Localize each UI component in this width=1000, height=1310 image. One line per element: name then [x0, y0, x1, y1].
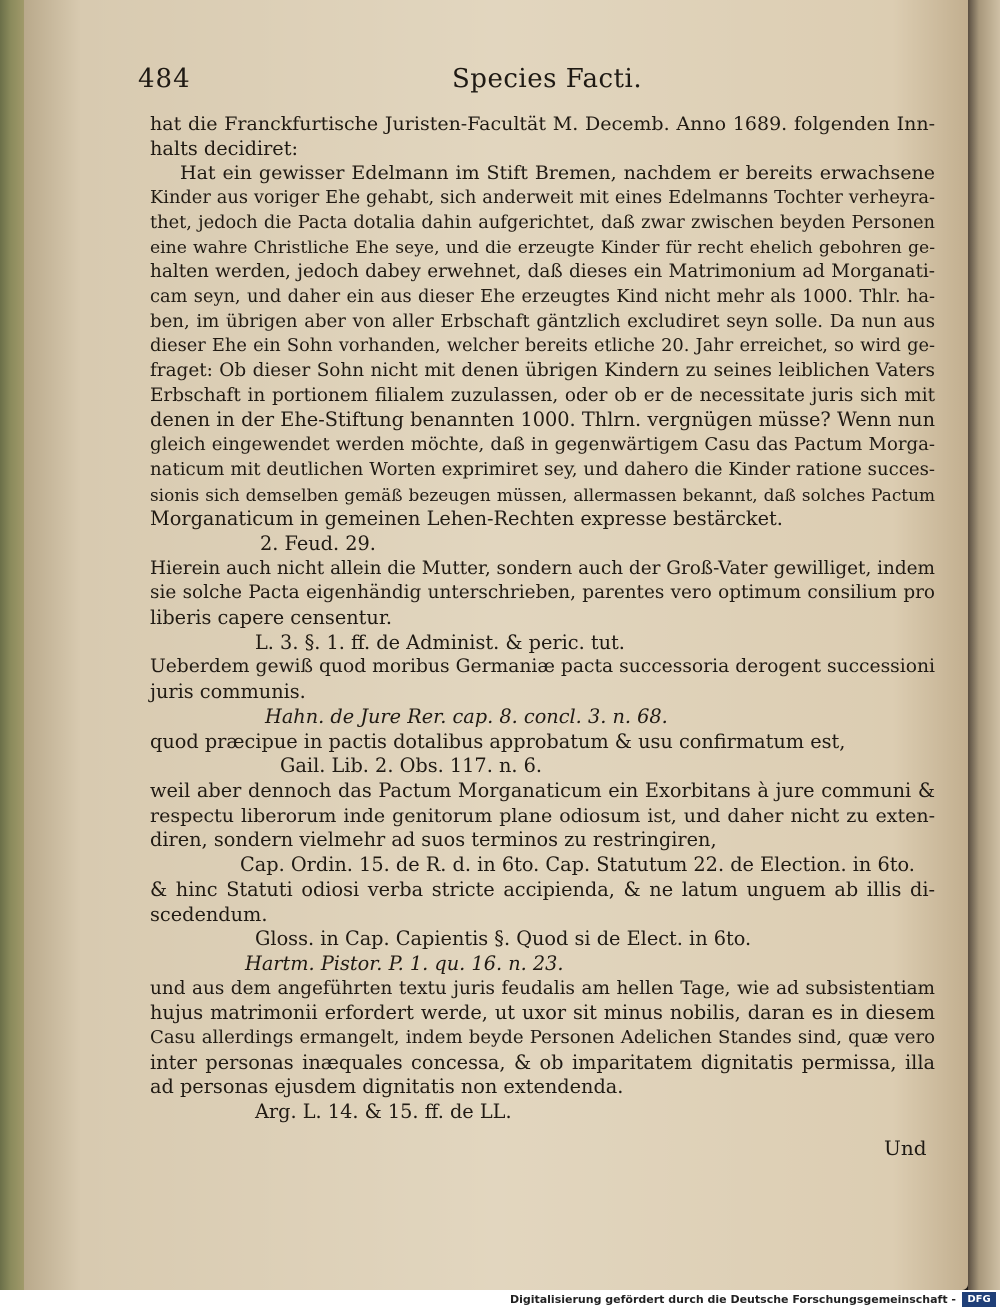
text-line: hat die Franckfurtische Juristen-Facultät M. Decemb. Anno 1689. folgenden Inn- — [150, 113, 935, 135]
text-line: quod præcipue in pactis dotalibus approbatum & usu confirmatum est, — [150, 729, 846, 753]
book-fore-edge — [0, 0, 26, 1290]
text-line: respectu liberorum inde genitorum plane odiosum ist, und daher nicht zu exten- — [150, 804, 935, 827]
text-line: naticum mit deutlichen Worten exprimiret sey, und dahero die Kinder ratione succes- — [150, 458, 935, 480]
text-line: diren, sondern vielmehr ad suos terminos zu restringiren, — [150, 828, 717, 852]
text-line: Morganaticum in gemeinen Lehen-Rechten expresse bestärcket. — [150, 507, 783, 531]
body-text — [150, 112, 935, 1125]
text-line: eine wahre Christliche Ehe seye, und die erzeugte Kinder für recht ehelich gebohren ge- — [150, 237, 935, 258]
citation-line: 2. Feud. 29. — [260, 531, 376, 555]
citation-line: Cap. Ordin. 15. de R. d. in 6to. Cap. Statutum 22. de Election. in 6to. — [240, 853, 915, 877]
text-line: ben, im übrigen aber von aller Erbschaft gäntzlich excludiret seyn solle. Da nun aus — [150, 310, 935, 332]
digitization-credit: Digitalisierung gefördert durch die Deutsche Forschungsgemeinschaft - — [509, 1293, 956, 1306]
text-line: & hinc Statuti odiosi verba stricte accipienda, & ne latum unguem ab illis di- — [150, 877, 935, 901]
text-line: und aus dem angeführten textu juris feudalis am hellen Tage, wie ad subsistentiam — [150, 977, 935, 999]
text-line: sie solche Pacta eigenhändig unterschrieben, parentes vero optimum consilium pro — [150, 582, 935, 604]
text-line: scedendum. — [150, 902, 268, 926]
citation-line: Arg. L. 14. & 15. ff. de LL. — [255, 1100, 512, 1124]
text-line: sionis sich demselben gemäß bezeugen müssen, allermassen bekannt, daß solches Pactum — [150, 484, 935, 505]
text-line: thet, jedoch die Pacta dotalia dahin aufgerichtet, daß zwar zwischen beyden Personen — [150, 211, 935, 233]
text-line: denen in der Ehe-Stiftung benannten 1000. Thlrn. vergnügen müsse? Wenn nun — [150, 408, 935, 432]
citation-line: Hartm. Pistor. P. 1. qu. 16. n. 23. — [245, 951, 564, 975]
citation-line: Hahn. de Jure Rer. cap. 8. concl. 3. n. 68. — [265, 704, 668, 728]
citation-line: L. 3. §. 1. ff. de Administ. & peric. tut. — [255, 630, 625, 654]
citation-line: Gail. Lib. 2. Obs. 117. n. 6. — [280, 754, 543, 778]
text-line: Hat ein gewisser Edelmann im Stift Bremen, nachdem er bereits erwachsene — [180, 162, 935, 185]
text-line: gleich eingewendet werden möchte, daß in gegenwärtigem Casu das Pactum Morga- — [150, 434, 935, 456]
text-line: inter personas inæquales concessa, & ob imparitatem dignitatis permissa, illa — [150, 1050, 935, 1074]
dfg-logo: DFG — [962, 1292, 996, 1307]
catchword: Und — [884, 1136, 927, 1160]
text-line: halten werden, jedoch dabey erwehnet, daß dieses ein Matrimonium ad Morganati- — [150, 261, 935, 283]
text-line: cam seyn, und daher ein aus dieser Ehe erzeugtes Kind nicht mehr als 1000. Thlr. ha- — [150, 285, 935, 307]
text-line: weil aber dennoch das Pactum Morganaticum ein Exorbitans à jure communi & — [150, 778, 935, 802]
facing-page-edge — [968, 0, 1000, 1290]
text-line: dieser Ehe ein Sohn vorhanden, welcher bereits etliche 20. Jahr erreichet, so wird ge- — [150, 335, 935, 357]
text-line: liberis capere censentur. — [150, 606, 393, 630]
text-line: juris communis. — [150, 680, 306, 704]
text-line: Ueberdem gewiß quod moribus Germaniæ pacta successoria derogent successioni — [150, 656, 935, 678]
text-line: halts decidiret: — [150, 136, 298, 160]
page-number: 484 — [138, 64, 191, 94]
text-line: hujus matrimonii erfordert werde, ut uxor sit minus nobilis, daran es in diesem — [150, 1001, 935, 1025]
text-line: fraget: Ob dieser Sohn nicht mit denen übrigen Kindern zu seines leiblichen Vaters — [150, 360, 935, 382]
running-title: Species Facti. — [452, 64, 643, 94]
text-line: Casu allerdings ermangelt, indem beyde Personen Adelichen Standes sind, quæ vero — [150, 1027, 935, 1049]
text-line: Erbschaft in portionem filialem zuzulassen, oder ob er de necessitate juris sich mit — [150, 384, 935, 406]
text-line: ad personas ejusdem dignitatis non extendenda. — [150, 1075, 624, 1099]
citation-line: Gloss. in Cap. Capientis §. Quod si de Elect. in 6to. — [255, 927, 752, 951]
text-line: Hierein auch nicht allein die Mutter, sondern auch der Groß-Vater gewilliget, indem — [150, 557, 935, 579]
text-line: Kinder aus voriger Ehe gehabt, sich anderweit mit eines Edelmanns Tochter verheyra- — [150, 187, 935, 209]
